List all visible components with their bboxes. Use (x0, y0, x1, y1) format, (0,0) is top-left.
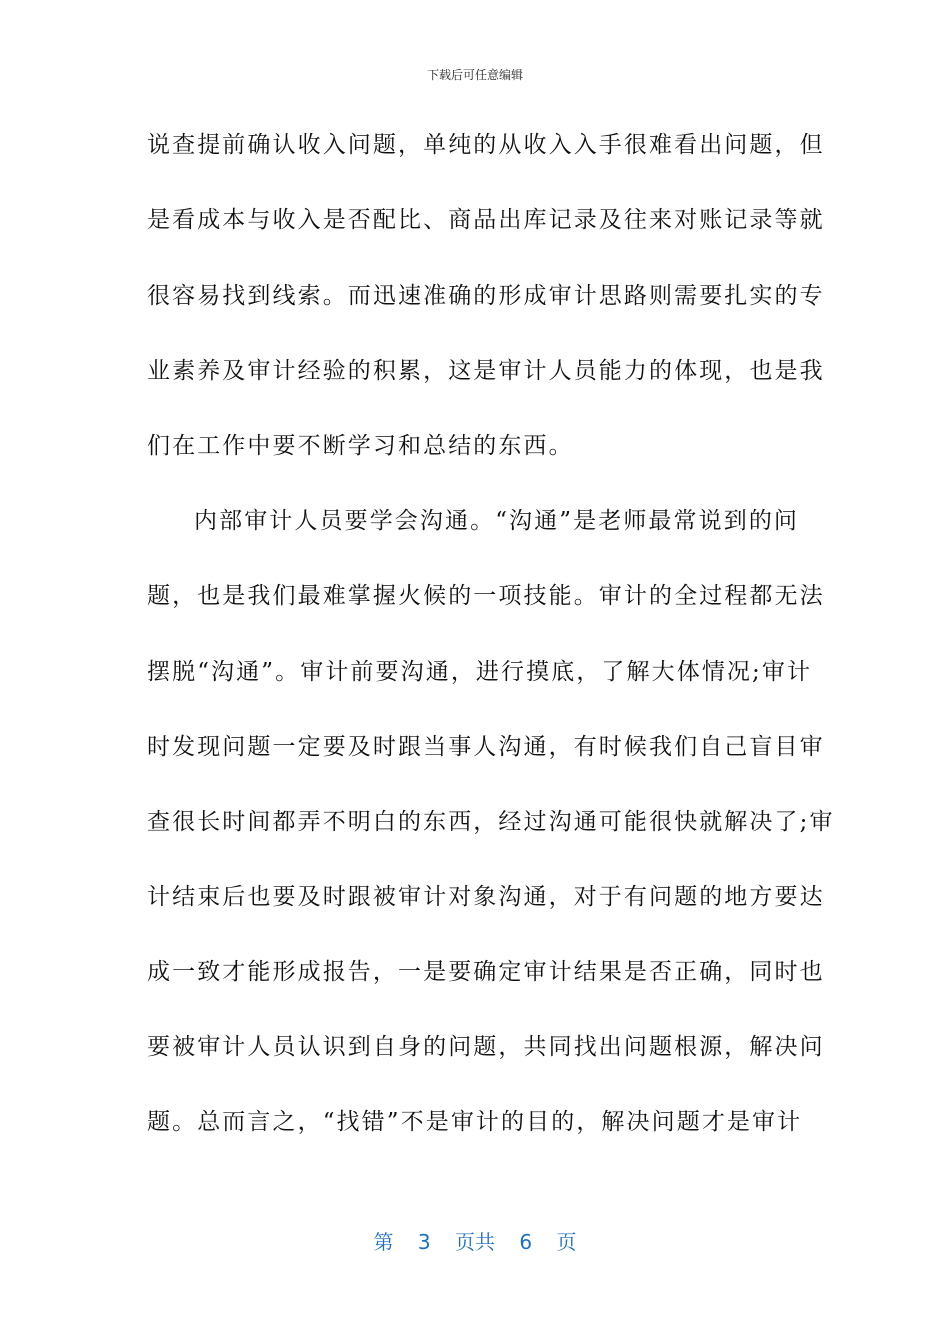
text-line: 说查提前确认收入问题，单纯的从收入入手很难看出问题，但 (147, 132, 825, 158)
page-footer (0, 1226, 950, 1255)
text-line: 是看成本与收入是否配比、商品出库记录及往来对账记录等就 (147, 207, 825, 233)
text-line: 查很长时间都弄不明白的东西，经过沟通可能很快就解决了;审 (147, 809, 835, 835)
paragraph-first-line: 内部审计人员要学会沟通。“沟通”是老师最常说到的问 (194, 508, 800, 534)
text-line: 摆脱“沟通”。审计前要沟通，进行摸底，了解大体情况;审计 (147, 659, 813, 685)
page-header: 下载后可任意编辑 (426, 68, 523, 82)
footer-prefix: 第 (373, 1230, 394, 1254)
text-line: 计结束后也要及时跟被审计对象沟通，对于有问题的地方要达 (147, 884, 825, 910)
text-line: 要被审计人员认识到自身的问题，共同找出问题根源，解决问 (147, 1034, 825, 1060)
text-line: 时发现问题一定要及时跟当事人沟通，有时候我们自己盲目审 (147, 734, 825, 760)
text-line: 成一致才能形成报告，一是要确定审计结果是否正确，同时也 (147, 959, 825, 985)
footer-middle: 页共 (455, 1230, 495, 1254)
footer-suffix: 页 (556, 1230, 577, 1254)
text-line: 题。总而言之，“找错”不是审计的目的，解决问题才是审计 (147, 1109, 803, 1135)
text-line: 很容易找到线索。而迅速准确的形成审计思路则需要扎实的专 (147, 283, 825, 309)
total-pages-number: 6 (519, 1230, 533, 1254)
text-line: 业素养及审计经验的积累，这是审计人员能力的体现，也是我 (147, 358, 825, 384)
text-line: 们在工作中要不断学习和总结的东西。 (147, 433, 574, 459)
current-page-number: 3 (417, 1230, 431, 1254)
text-line: 题，也是我们最难掌握火候的一项技能。审计的全过程都无法 (147, 583, 825, 609)
